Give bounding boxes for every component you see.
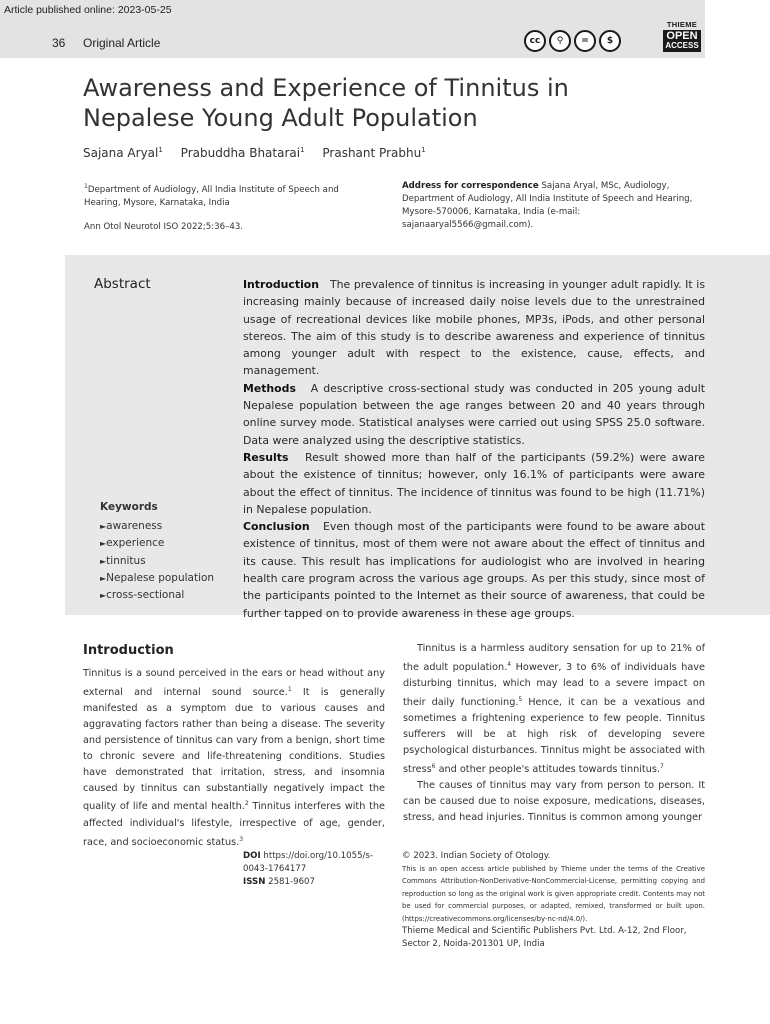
reference-sup: 6 (431, 762, 436, 770)
issn-line (243, 876, 373, 889)
issn-label: ISSN (243, 877, 266, 887)
license-icons (524, 30, 621, 52)
text-run: Tinnitus interferes with the affected individual's lifestyle, irrespective of age, gender, race, and socioeconomic status. (83, 801, 385, 848)
author (83, 146, 163, 160)
page-number: 36 (52, 36, 66, 50)
abstract-label: Results (243, 450, 289, 464)
doi-line (243, 850, 373, 876)
doi-link[interactable]: https://doi.org/10.1055/s-0043-1764177 (243, 851, 374, 874)
author-affiliation-sup: 1 (421, 146, 426, 154)
text-run: Tinnitus is a harmless auditory sensation for up to 21% of the adult population. (403, 643, 705, 674)
author (181, 146, 305, 160)
body-paragraph (403, 641, 705, 778)
introduction-left-column (83, 666, 385, 851)
author-affiliation-sup: 1 (300, 146, 305, 154)
text-run: However, 3 to 6% of individuals have disturbing tinnitus, which may lead to a severe impact on their daily functioning. (403, 662, 705, 709)
keywords-list (100, 518, 214, 604)
author (322, 146, 425, 160)
introduction-heading: Introduction (83, 643, 174, 658)
abstract-section-results (243, 449, 705, 518)
abstract-text: A descriptive cross-sectional study was conducted in 205 young adult Nepalese population between the age ranges between 20 and 40 years through online survey mode. Statistical analyses were carried out using SPSS 25.0 software. Data were analyzed using the descriptive statistics. (243, 381, 705, 447)
abstract-label: Conclusion (243, 520, 310, 534)
logo-thieme-text: THIEME (666, 20, 698, 29)
logo-access-text: ACCESS (665, 41, 699, 50)
thieme-open-access-logo (663, 20, 701, 52)
journal-citation: Ann Otol Neurotol ISO 2022;5:36–43. (84, 222, 244, 232)
reference-sup: 2 (244, 800, 249, 808)
introduction-right-column (403, 641, 705, 826)
text-run: and other people's attitudes towards tinnitus. (435, 764, 660, 776)
keyword-item: ► tinnitus (100, 553, 214, 570)
abstract-section-conclusion (243, 518, 705, 622)
keyword-item: ► cross-sectional (100, 587, 214, 604)
abstract-text: Even though most of the participants were found to be aware about existence of tinnitus, most of them were not aware about the effect of tinnitus and its cause. This result has implications for audiologist who are involved in hearing health care program across the various age groups. As per this study, since most of the participants pointed to the Internet as their source of awareness, that could be further tapped on to provide awareness in these age groups. (243, 520, 705, 620)
author-list (83, 146, 440, 160)
doi-label: DOI (243, 851, 261, 861)
abstract-section-methods (243, 380, 705, 449)
logo-open-text: OPEN (666, 30, 698, 42)
by-icon: ⚲ (549, 30, 571, 52)
author-name: Prabuddha Bhatarai (180, 146, 301, 160)
reference-sup: 4 (507, 660, 512, 668)
reference-sup: 7 (660, 762, 664, 770)
reference-sup: 3 (239, 835, 244, 843)
abstract-text: Result showed more than half of the participants (59.2%) were aware about the existence of tinnitus; however, only 16.1% of participants were aware about the effect of tinnitus. The incidence of tinnitus was found to be high (11.71%) in Nepalese population. (243, 450, 705, 516)
text-run: It is generally manifested as a symptom due to various causes and aggravating factors rather than being a disease. The severity and persistence of tinnitus can vary from a benign, short time to chronic severe and life-threatening conditions. Studies have demonstrated that irritation, stress, and insomnia caused by tinnitus can substantially negatively impact the quality of life and mental health. (83, 687, 385, 813)
text-run: Hence, it can be a vexatious and sometimes a frightening experience to few people. Tinnitus sufferers will be at high risk of developing severe psychological disturbances. Tinnitus might be associated with stress (403, 697, 705, 776)
keyword-item: ► awareness (100, 518, 214, 535)
nc-icon: $ (599, 30, 621, 52)
nd-icon: = (574, 30, 596, 52)
keyword-item: ► experience (100, 535, 214, 552)
copyright-block (402, 850, 705, 951)
logo-open-access-block (663, 30, 701, 52)
reference-sup: 5 (518, 695, 523, 703)
doi-issn-block (243, 850, 373, 889)
author-affiliation (84, 180, 374, 210)
abstract-label: Methods (243, 381, 296, 395)
affiliation-sup: 1 (84, 183, 88, 190)
author-name: Prashant Prabhu (322, 146, 422, 160)
keywords-heading: Keywords (100, 501, 158, 513)
keyword-item: ► Nepalese population (100, 570, 214, 587)
author-name: Sajana Aryal (83, 146, 159, 160)
cc-icon: cc (524, 30, 546, 52)
correspondence-text: Sajana Aryal, MSc, Audiology, Department of Audiology, All India Institute of Speech and Hearing, Mysore-570006, Karnataka, India (e-mail: sajanaaryal5566@gmail.com). (402, 181, 693, 230)
published-online-date: Article published online: 2023-05-25 (4, 4, 172, 16)
article-title: Awareness and Experience of Tinnitus in Nepalese Young Adult Population (83, 74, 569, 132)
publisher-address: Thieme Medical and Scientific Publishers Pvt. Ltd. A-12, 2nd Floor, Sector 2, Noida-201301 UP, India (402, 926, 687, 950)
abstract-text: The prevalence of tinnitus is increasing in younger adult rapidly. It is increasing mainly because of increased daily noise levels due to the unrestrained usage of recreational devices like mobile phones, MP3s, iPods, and other personal stereos. The aim of this study is to describe awareness and experience of tinnitus among younger adult with respect to the existence, cause, effects, and management. (243, 278, 705, 378)
abstract-section-introduction (243, 276, 705, 380)
abstract-body (243, 276, 705, 622)
affiliation-text: Department of Audiology, All India Institute of Speech and Hearing, Mysore, Karnataka, India (84, 184, 339, 208)
body-paragraph (83, 666, 385, 851)
article-section-label: Original Article (83, 36, 161, 50)
text-run: Tinnitus is a sound perceived in the ears or head without any external and internal sound source. (83, 668, 385, 699)
abstract-label: Introduction (243, 278, 320, 291)
body-paragraph: The causes of tinnitus may vary from person to person. It can be caused due to noise exposure, medications, diseases, stress, and head injuries. Tinnitus is common among younger (403, 779, 705, 823)
abstract-heading: Abstract (94, 276, 151, 292)
copyright-line: © 2023. Indian Society of Otology. (402, 851, 551, 861)
correspondence-label: Address for correspondence (402, 181, 539, 191)
reference-sup: 1 (287, 685, 292, 693)
correspondence-address (402, 180, 712, 232)
author-affiliation-sup: 1 (158, 146, 163, 154)
license-text: This is an open access article published by Thieme under the terms of the Creative Commons Attribution-NonDerivative-NonCommercial-License, permitting copying and reproduction so long as the original work is given appropriate credit. Contents may not be used for commercial purposes, or adapted, remixed, transformed or built upon. (https://creativecommons.org/licenses/by-nc-nd/4.0/). (402, 865, 705, 923)
issn-value: 2581-9607 (268, 877, 315, 887)
